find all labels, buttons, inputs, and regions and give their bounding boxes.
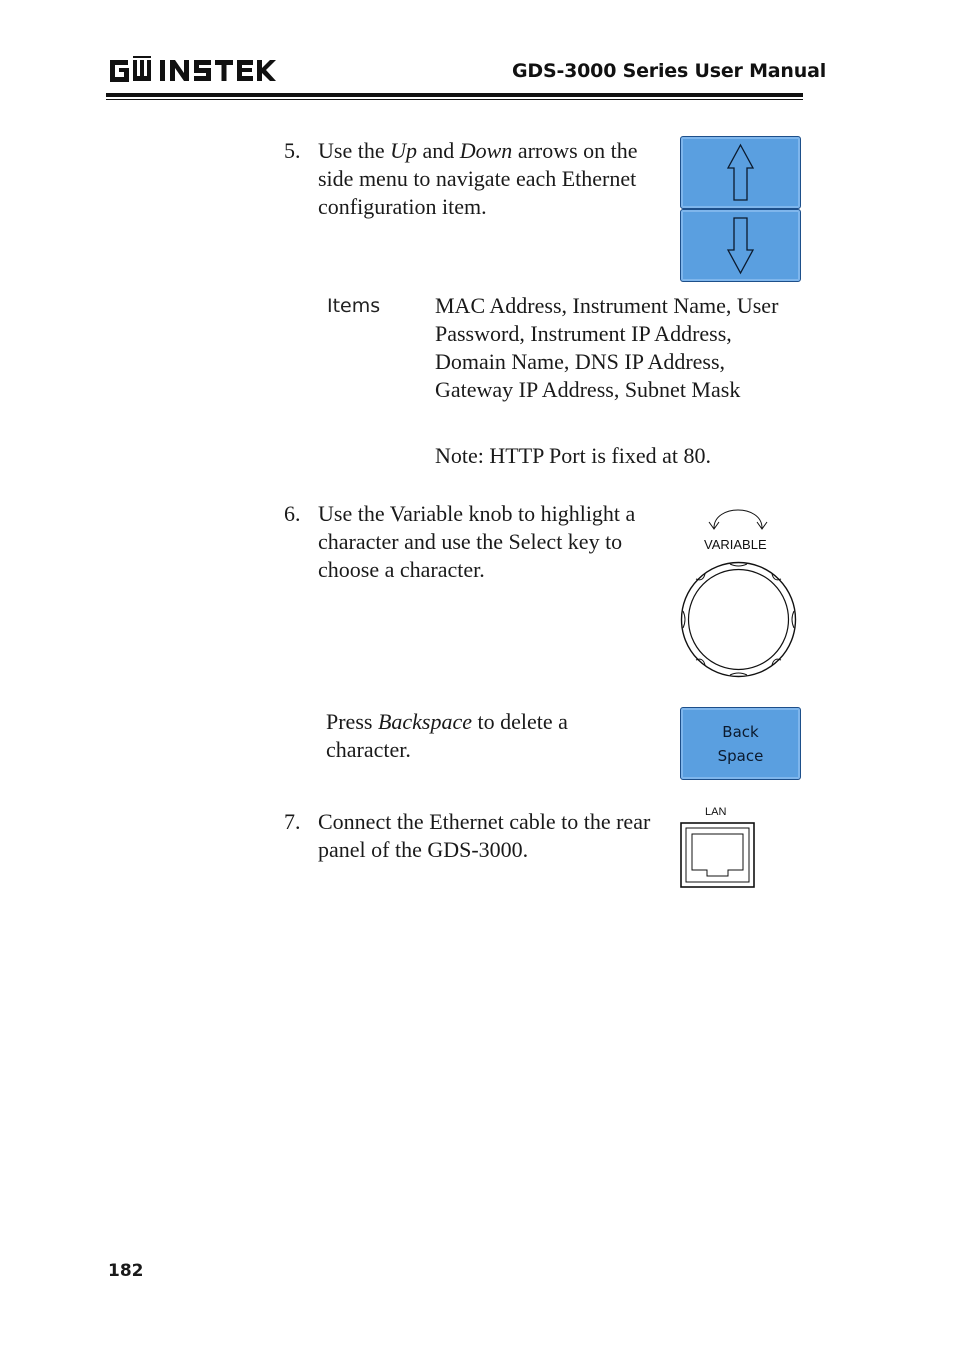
up-key-name: Up — [390, 138, 417, 163]
text-segment: and — [416, 138, 460, 163]
header-rule-thin — [106, 99, 803, 100]
variable-knob[interactable] — [679, 560, 798, 679]
step-text: Use the Variable knob to highlight a character and use the Select key to choose a character. — [318, 501, 636, 582]
step-text — [318, 137, 658, 221]
down-key-name: Down — [459, 138, 513, 163]
lan-label: LAN — [705, 806, 727, 818]
down-button[interactable] — [680, 209, 801, 282]
up-button[interactable] — [680, 136, 801, 209]
knob-icon — [679, 560, 798, 679]
brand-logo — [108, 54, 280, 86]
step-number: 5. — [284, 138, 301, 163]
step-number: 6. — [284, 501, 301, 526]
down-arrow-icon — [681, 210, 800, 281]
text-segment: Press — [326, 709, 378, 734]
items-note: Note: HTTP Port is fixed at 80. — [435, 443, 711, 468]
backspace-text — [326, 708, 626, 764]
up-arrow-icon — [681, 137, 800, 208]
manual-title: GDS-3000 Series User Manual — [512, 60, 827, 82]
text-segment: to delete a character. — [326, 709, 568, 762]
step-text: Connect the Ethernet cable to the rear panel of the GDS-3000. — [318, 809, 651, 862]
page-number: 182 — [108, 1261, 144, 1281]
backspace-key-name: Backspace — [377, 709, 473, 734]
button-label-line1: Back — [722, 723, 759, 741]
variable-label: VARIABLE — [704, 537, 767, 552]
step-number: 7. — [284, 809, 301, 834]
button-label-line2: Space — [717, 747, 764, 765]
text-segment: arrows on the side menu to navigate each Ethernet configuration item. — [318, 138, 638, 219]
items-label: Items — [327, 295, 381, 317]
header-rule — [106, 93, 803, 97]
lan-port-icon — [680, 822, 755, 888]
items-value: MAC Address, Instrument Name, User Password, Instrument IP Address, Domain Name, DNS IP Address, Gateway IP Address, Subnet Mask — [435, 293, 779, 402]
text-segment: Use the — [318, 138, 391, 163]
back-space-button[interactable] — [680, 707, 801, 780]
rotate-arrows-icon — [700, 498, 780, 534]
